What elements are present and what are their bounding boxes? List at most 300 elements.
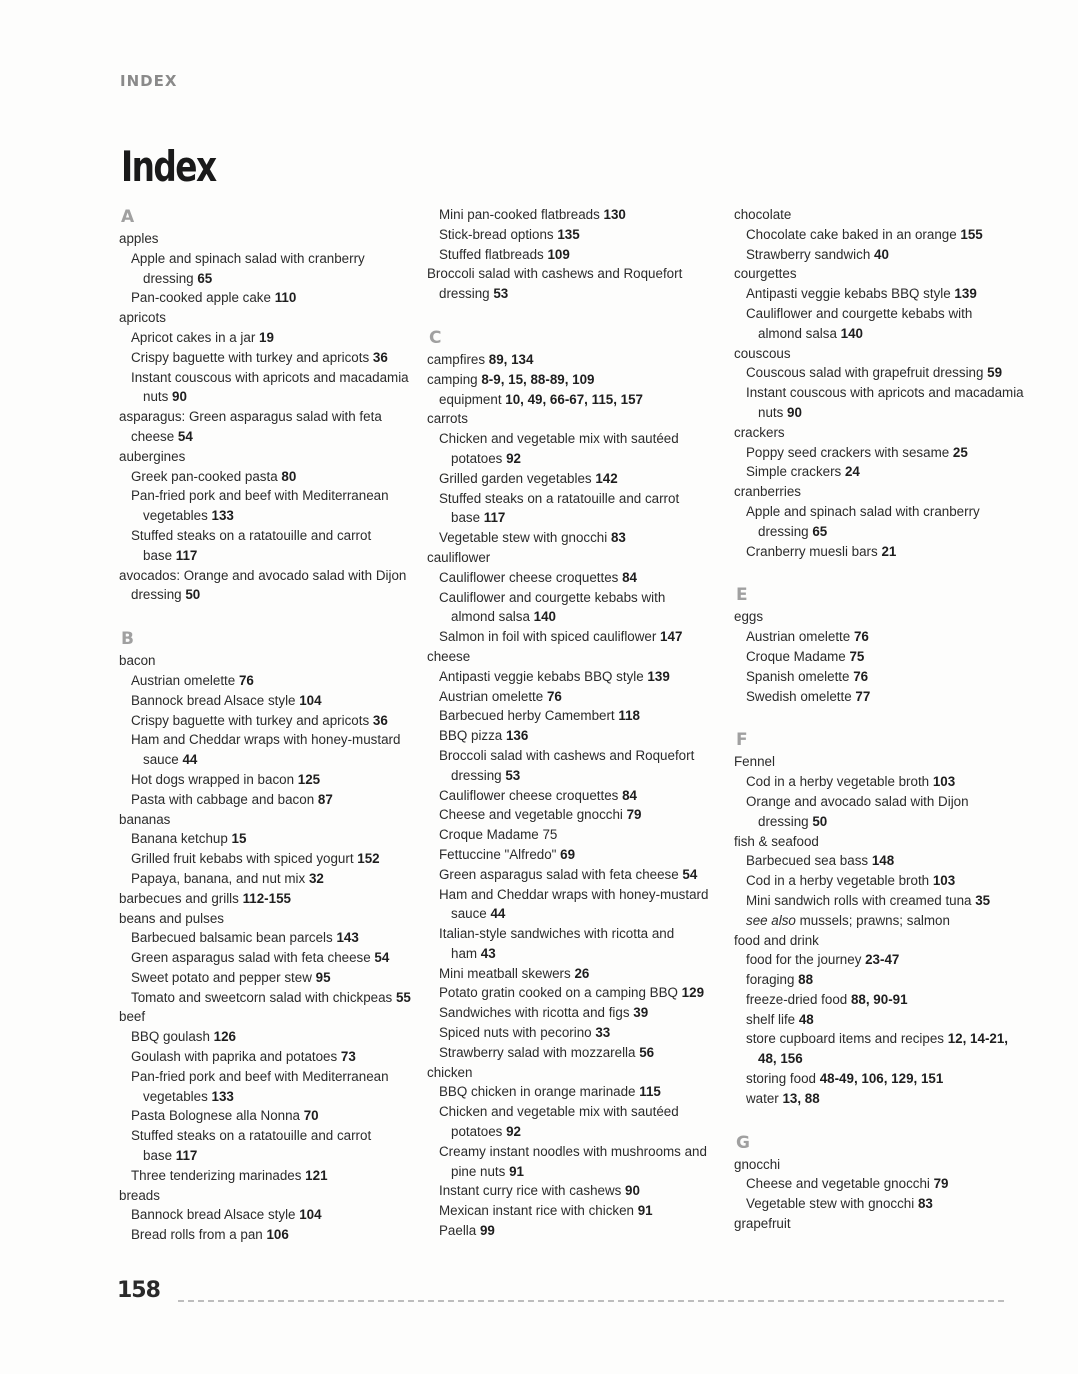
page-reference: 50 <box>812 813 828 829</box>
page-reference: 56 <box>639 1044 655 1060</box>
index-entry <box>427 528 717 548</box>
entry-text: Spiced nuts with pecorino <box>439 1025 596 1041</box>
entry-text: gnocchi <box>734 1156 781 1172</box>
entry-text: Salmon in foil with spiced cauliflower <box>439 629 661 645</box>
index-entry <box>427 1082 717 1102</box>
index-entry <box>427 983 717 1003</box>
entry-text: cheese <box>427 648 471 664</box>
page-reference: 88 <box>798 972 814 988</box>
page-reference: 91 <box>637 1203 653 1219</box>
index-entry <box>427 607 717 627</box>
entry-text: Cheese and vegetable gnocchi <box>439 807 627 823</box>
entry-text: potatoes <box>451 450 507 466</box>
index-entry <box>427 627 717 647</box>
index-entry <box>427 225 717 245</box>
index-entry <box>427 1023 717 1043</box>
page-reference: 118 <box>618 708 640 724</box>
page-reference: 112-155 <box>242 890 291 906</box>
entry-text: Three tenderizing marinades <box>131 1167 306 1183</box>
running-head: INDEX <box>120 72 178 90</box>
entry-text: Strawberry sandwich <box>746 246 875 262</box>
page-reference: 109 <box>547 246 570 262</box>
entry-text: food and drink <box>734 932 819 948</box>
index-heading <box>734 423 1024 443</box>
page-reference: 43 <box>480 945 496 961</box>
index-entry <box>119 526 409 546</box>
index-entry <box>427 429 717 449</box>
entry-text: cauliflower <box>427 549 491 565</box>
page-reference: 84 <box>622 569 638 585</box>
page-reference: 89, 134 <box>488 351 534 367</box>
entry-text: Cauliflower cheese croquettes <box>439 787 623 803</box>
page-reference: 36 <box>372 349 388 365</box>
index-entry <box>734 1174 1024 1194</box>
entry-text: pine nuts <box>451 1163 510 1179</box>
entry-text: Mini sandwich rolls with creamed tuna <box>746 892 976 908</box>
entry-text: Mini meatball skewers <box>439 965 575 981</box>
index-entry <box>427 1003 717 1023</box>
index-heading <box>734 344 1024 364</box>
page-reference: 13, 88 <box>782 1090 820 1106</box>
entry-text: BBQ goulash <box>131 1029 214 1045</box>
page-reference: 110 <box>274 290 297 306</box>
entry-text: Grilled garden vegetables <box>439 470 596 486</box>
page-reference: 19 <box>259 329 274 345</box>
page-reference: 76 <box>238 672 254 688</box>
index-entry <box>427 390 717 410</box>
index-entry <box>734 970 1024 990</box>
entry-text: Bannock bread Alsace style <box>131 1207 300 1223</box>
index-entry <box>119 869 409 889</box>
entry-text: Couscous salad with grapefruit dressing <box>746 365 988 381</box>
entry-text: breads <box>119 1187 160 1203</box>
index-entry <box>734 687 1024 707</box>
entry-text: Spanish omelette <box>746 668 854 684</box>
page-reference: 142 <box>595 470 618 486</box>
index-entry <box>119 506 409 526</box>
index-entry <box>427 766 717 786</box>
page-reference: 8-9, 15, 88-89, 109 <box>481 371 595 387</box>
page-reference: 140 <box>533 609 556 625</box>
index-section <box>734 583 1024 706</box>
index-column-3 <box>734 205 1024 1234</box>
index-entry <box>427 1122 717 1142</box>
entry-text: Italian-style sandwiches with ricotta and <box>439 926 675 942</box>
page-reference: 115 <box>639 1084 661 1100</box>
page-reference: 104 <box>299 1207 322 1223</box>
entry-text: dressing <box>131 587 186 603</box>
page-reference: 26 <box>574 965 590 981</box>
index-entry <box>119 968 409 988</box>
entry-text: Hot dogs wrapped in bacon <box>131 771 298 787</box>
entry-text: Stuffed steaks on a ratatouille and carrot <box>131 527 372 543</box>
page-reference: 76 <box>546 688 562 704</box>
entry-text: Barbecued sea bass <box>746 853 872 869</box>
index-heading <box>734 931 1024 951</box>
entry-text: Crispy baguette with turkey and apricots <box>131 712 373 728</box>
entry-text: Poppy seed crackers with sesame <box>746 444 953 460</box>
index-entry <box>119 1027 409 1047</box>
page-reference: 48-49, 106, 129, 151 <box>819 1071 944 1087</box>
entry-text: Barbecued balsamic bean parcels <box>131 930 337 946</box>
index-heading <box>119 407 409 427</box>
index-entry <box>119 928 409 948</box>
entry-text: Instant curry rice with cashews <box>439 1183 626 1199</box>
entry-text: potatoes <box>451 1124 507 1140</box>
index-heading <box>734 482 1024 502</box>
page-reference: 55 <box>395 989 411 1005</box>
entry-text: courgettes <box>734 266 797 282</box>
index-entry <box>427 667 717 687</box>
page-reference: 133 <box>211 1088 234 1104</box>
page-reference: 126 <box>213 1029 236 1045</box>
page-reference: 117 <box>175 547 198 563</box>
page-reference: 33 <box>595 1025 611 1041</box>
entry-text: almond salsa <box>758 325 841 341</box>
entry-text: carrots <box>427 411 468 427</box>
section-letter: E <box>736 585 748 606</box>
index-section <box>734 1131 1024 1234</box>
page-reference: 12, 14-21, <box>947 1031 1009 1047</box>
entry-text: Banana ketchup <box>131 831 232 847</box>
entry-text: Mini pan-cooked flatbreads <box>439 207 604 222</box>
page-reference: 40 <box>874 246 889 262</box>
entry-text: apples <box>119 231 159 246</box>
index-entry <box>734 812 1024 832</box>
index-heading <box>427 409 717 429</box>
entry-text: Stuffed steaks on a ratatouille and carrot <box>439 490 680 506</box>
entry-text: Mexican instant rice with chicken <box>439 1203 638 1219</box>
index-entry <box>119 1166 409 1186</box>
index-entry <box>427 1221 717 1241</box>
entry-text: dressing <box>758 813 813 829</box>
index-entry <box>427 568 717 588</box>
index-entry <box>427 1102 717 1122</box>
page-reference: 21 <box>881 543 897 559</box>
page-reference: 88, 90-91 <box>850 991 908 1007</box>
index-section <box>119 205 409 605</box>
see-also-targets: mussels; prawns; salmon <box>795 912 950 928</box>
page-reference: 130 <box>603 207 626 222</box>
index-entry <box>427 508 717 528</box>
entry-text: Croque Madame <box>746 648 850 664</box>
index-heading <box>427 548 717 568</box>
page-reference: 54 <box>682 866 698 882</box>
page-reference: 104 <box>299 692 322 708</box>
page-reference: 139 <box>954 286 977 302</box>
index-entry <box>734 792 1024 812</box>
page-reference: 90 <box>787 404 802 420</box>
entry-text: Apple and spinach salad with cranberry <box>746 503 980 519</box>
index-section <box>119 627 409 1245</box>
page-reference: 76 <box>853 629 869 645</box>
index-entry <box>734 324 1024 344</box>
entry-text: barbecues and grills <box>119 890 243 906</box>
entry-text: Chocolate cake baked in an orange <box>746 226 961 242</box>
index-entry <box>119 546 409 566</box>
entry-text: Orange and avocado salad with Dijon <box>746 793 969 809</box>
index-entry <box>119 730 409 750</box>
index-entry <box>119 328 409 348</box>
page-reference: 92 <box>506 1124 521 1140</box>
page-reference: 65 <box>812 523 828 539</box>
index-entry <box>427 865 717 885</box>
index-entry <box>734 1049 1024 1069</box>
index-entry <box>734 851 1024 871</box>
section-letter: A <box>121 207 135 227</box>
index-section <box>734 728 1024 1108</box>
section-letter: F <box>736 730 748 751</box>
index-entry <box>734 990 1024 1010</box>
index-heading <box>427 370 717 390</box>
index-entry <box>427 825 717 845</box>
entry-text: bananas <box>119 811 171 827</box>
page-reference: 133 <box>211 508 234 524</box>
entry-text: Cauliflower and courgette kebabs with <box>746 305 973 321</box>
index-entry <box>427 885 717 905</box>
entry-text: Instant couscous with apricots and macadamia <box>746 385 1024 401</box>
entry-text: Vegetable stew with gnocchi <box>439 530 611 546</box>
entry-text: Apricot cakes in a jar <box>131 329 260 345</box>
entry-text: equipment <box>439 391 506 407</box>
index-entry <box>427 924 717 944</box>
index-entry <box>119 249 409 269</box>
entry-text: camping <box>427 371 482 387</box>
entry-text: base <box>143 1148 176 1164</box>
entry-text: Vegetable stew with gnocchi <box>746 1196 918 1212</box>
index-entry <box>119 711 409 731</box>
entry-text: vegetables <box>143 1088 212 1104</box>
page-reference: 48 <box>798 1011 814 1027</box>
index-entry <box>119 750 409 770</box>
entry-text: nuts <box>758 404 788 420</box>
index-entry <box>119 988 409 1008</box>
page-reference: 121 <box>305 1167 328 1183</box>
index-entry <box>734 647 1024 667</box>
page-reference: 44 <box>490 906 506 922</box>
entry-text: Antipasti veggie kebabs BBQ style <box>439 668 648 684</box>
index-entry <box>734 363 1024 383</box>
entry-text: Ham and Cheddar wraps with honey-mustard <box>439 886 709 902</box>
entry-text: BBQ chicken in orange marinade <box>439 1084 640 1100</box>
page-reference: 10, 49, 66-67, 115, 157 <box>505 391 644 407</box>
entry-text: Stick-bread options <box>439 226 558 242</box>
index-entry <box>734 383 1024 403</box>
entry-text: shelf life <box>746 1011 799 1027</box>
entry-text: Swedish omelette <box>746 688 856 704</box>
entry-text: sauce <box>143 752 183 768</box>
page-reference: 53 <box>505 767 521 783</box>
index-entry <box>119 1106 409 1126</box>
entry-text: nuts <box>143 389 173 405</box>
index-section <box>734 205 1024 561</box>
index-entry <box>734 225 1024 245</box>
page-reference: 84 <box>622 787 638 803</box>
entry-text: Antipasti veggie kebabs BBQ style <box>746 286 955 302</box>
page-reference: 90 <box>172 389 187 405</box>
entry-text: base <box>143 547 176 563</box>
index-entry <box>734 911 1024 931</box>
section-letter: C <box>429 327 442 348</box>
entry-text: ham <box>451 945 481 961</box>
entry-text: grapefruit <box>734 1216 791 1232</box>
entry-text: store cupboard items and recipes <box>746 1031 948 1047</box>
entry-text: asparagus: Green asparagus salad with feta <box>119 409 382 425</box>
index-heading <box>734 607 1024 627</box>
index-entry <box>734 891 1024 911</box>
page-reference: 139 <box>647 668 670 684</box>
index-entry <box>119 671 409 691</box>
index-entry <box>427 904 717 924</box>
index-entry <box>734 1010 1024 1030</box>
index-entry <box>734 871 1024 891</box>
page-reference: 129 <box>681 985 705 1001</box>
entry-text: Broccoli salad with cashews and Roquefort <box>427 266 683 282</box>
entry-text: vegetables <box>143 508 212 524</box>
page-reference: 65 <box>197 270 213 286</box>
page-reference: 24 <box>844 464 860 480</box>
page-reference: 136 <box>505 728 529 744</box>
entry-text: Chicken and vegetable mix with sautéed <box>439 431 679 447</box>
entry-text: storing food <box>746 1071 820 1087</box>
page-reference: 148 <box>871 853 895 869</box>
index-entry <box>427 1162 717 1182</box>
index-entry <box>734 245 1024 265</box>
index-entry <box>734 772 1024 792</box>
entry-text: Sandwiches with ricotta and figs <box>439 1005 634 1021</box>
index-entry <box>427 284 717 304</box>
entry-text: Cranberry muesli bars <box>746 543 882 559</box>
page-reference: 23-47 <box>865 952 900 968</box>
page-reference: 54 <box>374 950 390 966</box>
page-reference: 140 <box>840 325 863 341</box>
page-reference: 117 <box>483 510 506 526</box>
page-reference: 83 <box>917 1196 933 1212</box>
page-number: 158 <box>117 1278 160 1303</box>
page-reference: 91 <box>509 1163 524 1179</box>
index-heading <box>119 1186 409 1206</box>
index-entry <box>427 944 717 964</box>
page-reference: 48, 156 <box>758 1051 803 1067</box>
index-heading <box>119 566 409 586</box>
index-entry <box>734 1029 1024 1049</box>
index-entry <box>119 1205 409 1225</box>
index-entry <box>119 387 409 407</box>
index-entry <box>119 1067 409 1087</box>
page-reference: 77 <box>855 688 871 704</box>
index-heading <box>119 651 409 671</box>
index-entry <box>119 288 409 308</box>
page-reference: 39 <box>633 1005 649 1021</box>
entry-text: Ham and Cheddar wraps with honey-mustard <box>131 732 401 748</box>
entry-text: Cheese and vegetable gnocchi <box>746 1176 934 1192</box>
index-entry <box>119 467 409 487</box>
index-entry <box>734 443 1024 463</box>
index-section <box>427 205 717 304</box>
index-entry <box>734 542 1024 562</box>
entry-text: Fettuccine "Alfredo" <box>439 846 561 862</box>
entry-text: Pasta with cabbage and bacon <box>131 791 318 807</box>
entry-text: Creamy instant noodles with mushrooms and <box>439 1143 707 1159</box>
index-entry <box>427 1043 717 1063</box>
page-reference: 79 <box>626 807 642 823</box>
index-heading <box>734 1214 1024 1234</box>
entry-text: chicken <box>427 1064 473 1080</box>
entry-text: Pasta Bolognese alla Nonna <box>131 1108 304 1124</box>
page-reference: 106 <box>266 1227 289 1243</box>
index-entry <box>427 489 717 509</box>
entry-text: Grilled fruit kebabs with spiced yogurt <box>131 851 358 867</box>
index-entry <box>734 462 1024 482</box>
page-reference: 59 <box>987 365 1003 381</box>
entry-text: beef <box>119 1009 146 1025</box>
entry-text: Austrian omelette <box>439 688 547 704</box>
entry-text: Fennel <box>734 754 775 770</box>
see-also-label: see also <box>746 912 796 928</box>
index-entry <box>119 1146 409 1166</box>
index-entry <box>119 1225 409 1245</box>
entry-text: fish & seafood <box>734 833 819 849</box>
entry-text: dressing <box>143 270 198 286</box>
page-reference: 83 <box>610 530 626 546</box>
page-reference: 95 <box>315 969 331 985</box>
index-entry <box>734 667 1024 687</box>
index-entry <box>427 786 717 806</box>
index-entry <box>427 805 717 825</box>
entry-text: Cauliflower and courgette kebabs with <box>439 589 666 605</box>
index-entry <box>427 588 717 608</box>
index-entry <box>119 427 409 447</box>
page-reference: 75 <box>849 648 865 664</box>
entry-text: Broccoli salad with cashews and Roquefort <box>439 747 695 763</box>
entry-text: Apple and spinach salad with cranberry <box>131 250 365 266</box>
entry-text: sauce <box>451 906 491 922</box>
page-reference: 90 <box>625 1183 640 1199</box>
page-reference: 125 <box>297 771 321 787</box>
index-entry <box>734 1089 1024 1109</box>
entry-text: Bannock bread Alsace style <box>131 692 300 708</box>
entry-text: Pan-cooked apple cake <box>131 290 275 306</box>
index-entry <box>119 486 409 506</box>
entry-text: Tomato and sweetcorn salad with chickpeas <box>131 989 396 1005</box>
entry-text: Croque Madame 75 <box>439 827 558 843</box>
entry-text: freeze-dried food <box>746 991 851 1007</box>
page-reference: 99 <box>479 1223 495 1239</box>
entry-text: Stuffed steaks on a ratatouille and carrot <box>131 1128 372 1144</box>
page-reference: 79 <box>933 1176 949 1192</box>
index-heading <box>427 264 717 284</box>
entry-text: food for the journey <box>746 952 866 968</box>
page-reference: 76 <box>853 668 869 684</box>
index-heading <box>734 832 1024 852</box>
index-entry <box>119 1047 409 1067</box>
entry-text: Pan-fried pork and beef with Mediterranean <box>131 488 389 504</box>
page-reference: 50 <box>185 587 201 603</box>
section-letter: G <box>736 1132 750 1153</box>
page-reference: 53 <box>493 286 509 302</box>
index-entry <box>427 469 717 489</box>
entry-text: base <box>451 510 484 526</box>
entry-text: Papaya, banana, and nut mix <box>131 870 309 886</box>
entry-text: dressing <box>758 523 813 539</box>
section-letter: B <box>121 629 134 650</box>
entry-text: Bread rolls from a pan <box>131 1227 267 1243</box>
index-entry <box>427 687 717 707</box>
index-heading <box>734 752 1024 772</box>
index-entry <box>734 403 1024 423</box>
index-heading <box>734 205 1024 225</box>
entry-text: Crispy baguette with turkey and apricots <box>131 349 373 365</box>
